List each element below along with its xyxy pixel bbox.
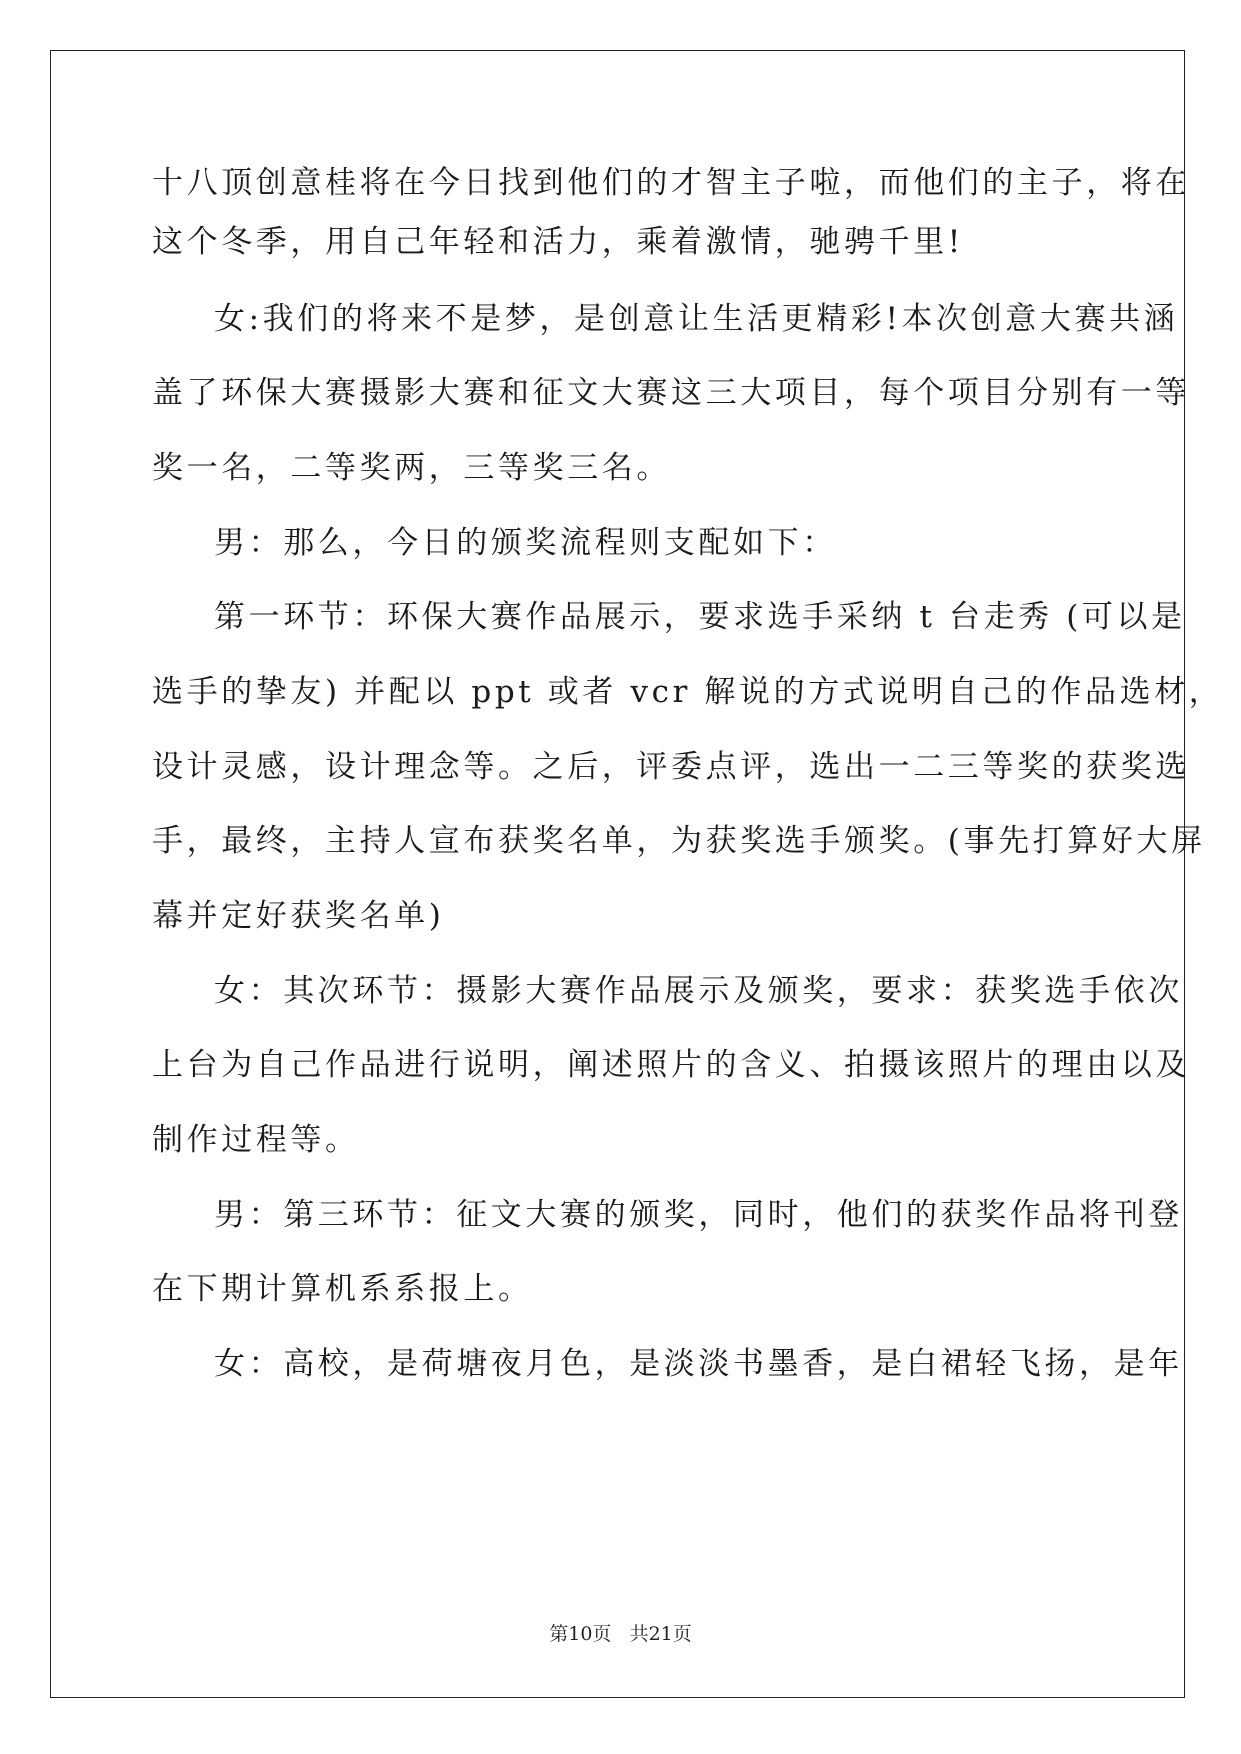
- text-line: 这个冬季，用自己年轻和活力，乘着激情，驰骋千里!: [152, 224, 964, 260]
- paragraph-start-line: 男：第三环节：征文大赛的颁奖，同时，他们的获奖作品将刊登: [214, 1197, 1183, 1233]
- text-line: 十八顶创意桂将在今日找到他们的才智主子啦，而他们的主子，将在: [152, 165, 1190, 201]
- paragraph-start-line: 女:我们的将来不是梦，是创意让生活更精彩!本次创意大赛共涵: [214, 301, 1179, 337]
- text-line: 设计灵感，设计理念等。之后，评委点评，选出一二三等奖的获奖选: [152, 749, 1190, 785]
- page-total: 共21页: [629, 1623, 692, 1645]
- text-line: 上台为自己作品进行说明，阐述照片的含义、拍摄该照片的理由以及: [152, 1047, 1190, 1083]
- paragraph-start-line: 第一环节：环保大赛作品展示，要求选手采纳 t 台走秀 (可以是: [214, 599, 1186, 635]
- text-line: 盖了环保大赛摄影大赛和征文大赛这三大项目，每个项目分别有一等: [152, 375, 1190, 411]
- text-line: 制作过程等。: [152, 1122, 360, 1158]
- paragraph-start-line: 女：高校，是荷塘夜月色，是淡淡书墨香，是白裙轻飞扬，是年: [214, 1346, 1183, 1382]
- text-line: 手，最终，主持人宣布获奖名单，为获奖选手颁奖。(事先打算好大屏: [152, 823, 1206, 859]
- page-footer: [0, 1619, 1241, 1646]
- text-line: 选手的挚友) 并配以 ppt 或者 vcr 解说的方式说明自己的作品选材，: [152, 674, 1224, 710]
- text-line: 幕并定好获奖名单): [152, 898, 445, 934]
- paragraph-start-line: 男：那么，今日的颁奖流程则支配如下：: [214, 525, 837, 561]
- text-line: 在下期计算机系系报上。: [152, 1271, 533, 1307]
- text-line: 奖一名，二等奖两，三等奖三名。: [152, 450, 671, 486]
- page-number: 第10页: [549, 1623, 612, 1645]
- paragraph-start-line: 女：其次环节：摄影大赛作品展示及颁奖，要求：获奖选手依次: [214, 973, 1183, 1009]
